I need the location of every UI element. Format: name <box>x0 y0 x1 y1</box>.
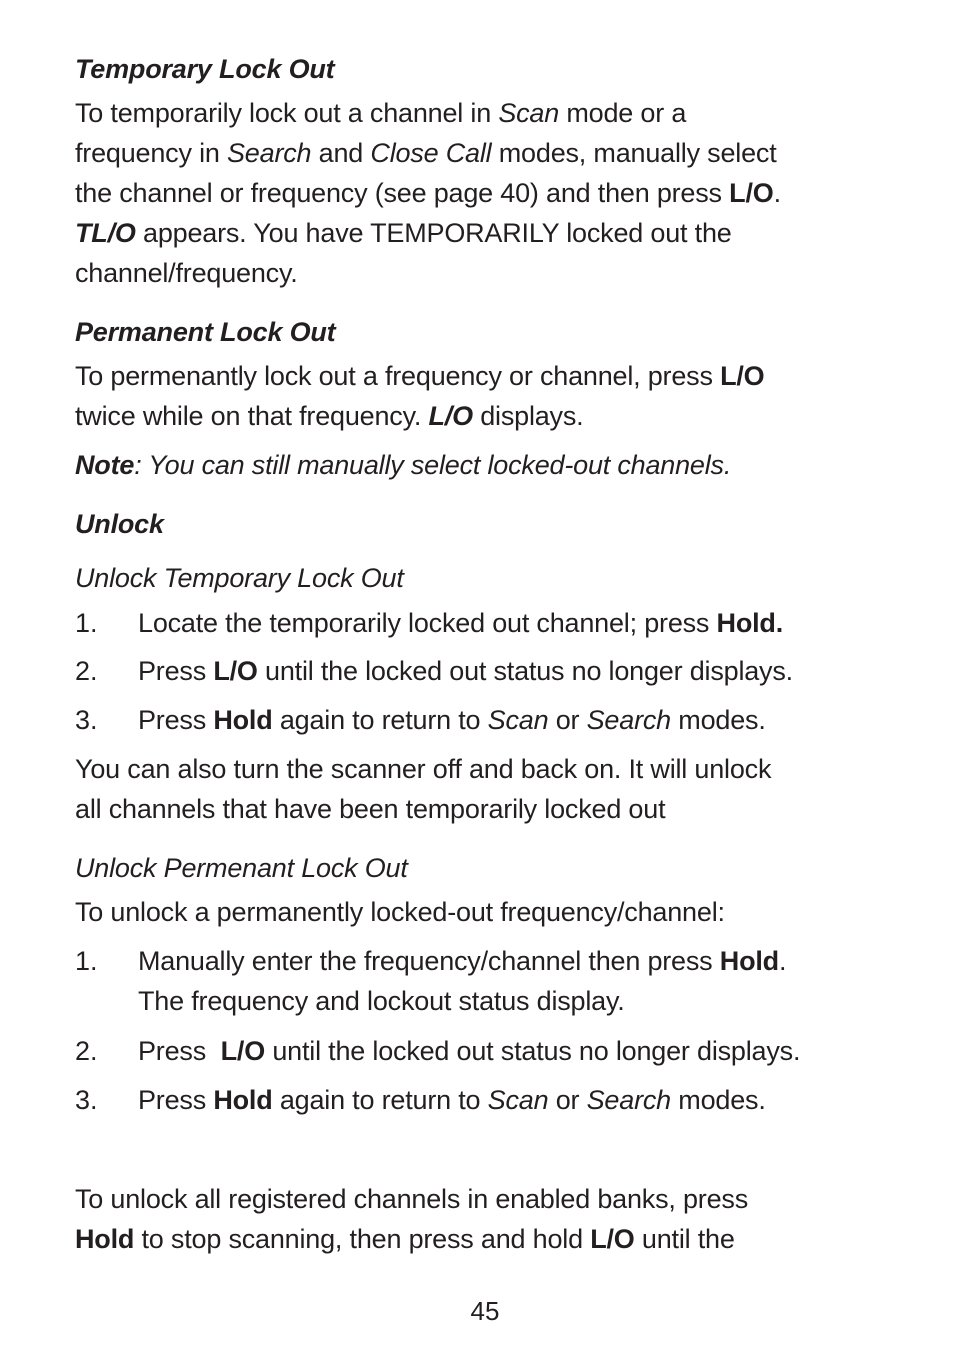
text-run: until the locked out status no longer displays. <box>265 1036 801 1066</box>
paragraph-line <box>75 173 781 213</box>
emphasis-text: Note <box>75 450 135 480</box>
list-number: 2. <box>75 656 98 686</box>
italic-text: Scan <box>487 705 549 735</box>
text-run: appears. You have TEMPORARILY locked out the <box>135 218 732 248</box>
text-run: . <box>778 946 787 976</box>
emphasis-text: L/O <box>428 401 473 431</box>
text-run: Press <box>138 705 214 735</box>
emphasis-text: Permanent Lock Out <box>75 317 336 347</box>
emphasis-text: L/O <box>220 1036 266 1066</box>
text-run: frequency in <box>75 138 227 168</box>
heading-permanent-lock-out <box>75 312 335 352</box>
list-item <box>138 1031 800 1071</box>
list-number: 1. <box>75 946 98 976</box>
list-item <box>138 603 783 643</box>
subheading-unlock-temporary <box>75 558 404 598</box>
note-line <box>75 445 731 485</box>
list-number: 2. <box>75 1036 98 1066</box>
emphasis-text: L/O <box>729 178 774 208</box>
italic-text: Close Call <box>370 138 492 168</box>
text-run: mode or a <box>559 98 687 128</box>
text-run: You can also turn the scanner off and back on. It will unlock <box>75 754 772 784</box>
page-number: 45 <box>470 1296 500 1326</box>
paragraph-line <box>75 789 665 829</box>
italic-text: : You can still manually select locked-out channels. <box>134 450 732 480</box>
text-run: modes. <box>670 1085 766 1115</box>
emphasis-text: TL/O <box>75 218 136 248</box>
text-run: . <box>773 178 781 208</box>
paragraph-line <box>75 253 298 293</box>
list-item <box>138 1080 766 1120</box>
text-run: again to return to <box>272 1085 488 1115</box>
text-run: modes, manually select <box>491 138 777 168</box>
text-run: To permenantly lock out a frequency or channel, press <box>75 361 721 391</box>
text-run: again to return to <box>272 705 488 735</box>
italic-text: Search <box>586 1085 671 1115</box>
paragraph-line <box>75 396 583 436</box>
text-run: displays. <box>472 401 584 431</box>
italic-text: Unlock Temporary Lock Out <box>75 563 404 593</box>
text-run: the channel or frequency (see page 40) and then press <box>75 178 730 208</box>
emphasis-text: Hold <box>213 705 273 735</box>
paragraph-line <box>75 1219 735 1259</box>
text-run: Press <box>138 1085 214 1115</box>
italic-text: Scan <box>487 1085 549 1115</box>
emphasis-text: Unlock <box>75 509 164 539</box>
italic-text: Unlock Permenant Lock Out <box>75 853 408 883</box>
italic-text: Scan <box>498 98 560 128</box>
emphasis-text: L/O <box>720 361 765 391</box>
text-run: channel/frequency. <box>75 258 298 288</box>
subheading-unlock-permanent <box>75 848 408 888</box>
heading-temporary-lock-out <box>75 49 334 89</box>
text-run: Locate the temporarily locked out channel; press <box>138 608 717 638</box>
paragraph-line <box>75 1179 748 1219</box>
text-run: Press <box>138 1036 221 1066</box>
paragraph-line <box>75 213 732 253</box>
list-number: 3. <box>75 1085 98 1115</box>
emphasis-text: Temporary Lock Out <box>75 54 335 84</box>
text-run: and <box>311 138 371 168</box>
paragraph-line <box>75 749 771 789</box>
heading-unlock <box>75 504 164 544</box>
text-run: To temporarily lock out a channel in <box>75 98 499 128</box>
list-item <box>138 941 786 981</box>
paragraph-line <box>75 356 764 396</box>
italic-text: Search <box>586 705 671 735</box>
paragraph-line <box>75 133 777 173</box>
list-number: 1. <box>75 608 98 638</box>
emphasis-text: L/O <box>590 1224 635 1254</box>
text-run: or <box>548 705 587 735</box>
text-run: twice while on that frequency. <box>75 401 429 431</box>
text-run: To unlock all registered channels in enabled banks, press <box>75 1184 749 1214</box>
emphasis-text: L/O <box>213 656 258 686</box>
text-run: until the <box>634 1224 735 1254</box>
text-run: To unlock a permanently locked-out frequency/channel: <box>75 897 725 927</box>
text-run: until the locked out status no longer displays. <box>257 656 793 686</box>
paragraph-line <box>75 892 725 932</box>
emphasis-text: Hold <box>719 946 779 976</box>
list-item-continuation <box>138 981 625 1021</box>
emphasis-text: Hold. <box>716 608 784 638</box>
text-run: or <box>548 1085 587 1115</box>
list-number: 3. <box>75 705 98 735</box>
emphasis-text: Hold <box>75 1224 135 1254</box>
list-item <box>138 700 766 740</box>
text-run: to stop scanning, then press and hold <box>134 1224 591 1254</box>
text-run: Press <box>138 656 214 686</box>
text-run: The frequency and lockout status display. <box>138 986 625 1016</box>
text-run: Manually enter the frequency/channel then press <box>138 946 720 976</box>
list-item <box>138 651 793 691</box>
text-run: all channels that have been temporarily locked out <box>75 794 666 824</box>
paragraph-line <box>75 93 686 133</box>
text-run: modes. <box>670 705 766 735</box>
italic-text: Search <box>227 138 312 168</box>
emphasis-text: Hold <box>213 1085 273 1115</box>
